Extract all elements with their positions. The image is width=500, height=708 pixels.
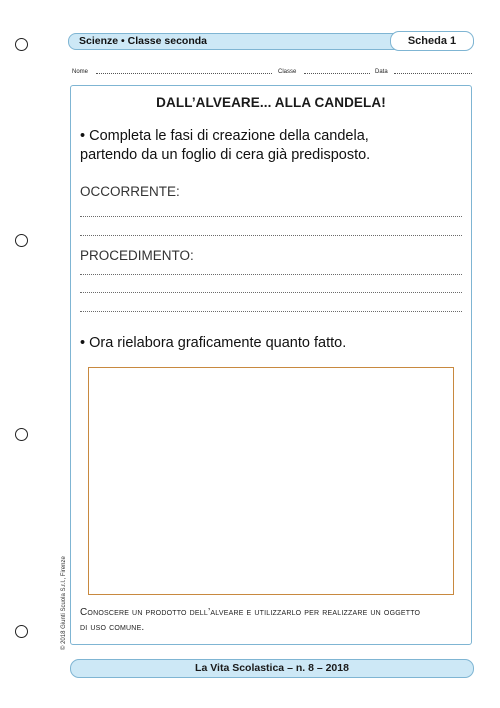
instruction-1-line-1: • Completa le fasi di creazione della candela,: [80, 128, 369, 144]
procedimento-line-1[interactable]: [80, 274, 462, 275]
nome-label: Nome: [72, 69, 89, 75]
learning-goal-line-2: di uso comune.: [80, 622, 145, 633]
copyright-notice: © 2018 Giunti Scuola S.r.l., Firenze: [61, 556, 67, 650]
binder-hole-4: [15, 625, 28, 638]
classe-field[interactable]: [304, 73, 370, 74]
scheda-label: Scheda 1: [390, 31, 474, 51]
drawing-area[interactable]: [88, 367, 454, 595]
learning-goal: [80, 605, 466, 635]
classe-label: Classe: [278, 69, 297, 75]
occorrente-label: OCCORRENTE:: [80, 184, 180, 199]
learning-goal-line-1: Conoscere un prodotto dell’alveare e utilizzarlo per realizzare un oggetto: [80, 607, 421, 618]
data-field[interactable]: [394, 73, 472, 74]
binder-hole-3: [15, 428, 28, 441]
binder-hole-1: [15, 38, 28, 51]
occorrente-line-1[interactable]: [80, 216, 462, 217]
procedimento-label: PROCEDIMENTO:: [80, 248, 194, 263]
student-fields: [72, 67, 472, 77]
nome-field[interactable]: [96, 73, 272, 74]
binder-hole-2: [15, 234, 28, 247]
procedimento-line-2[interactable]: [80, 292, 462, 293]
instruction-1-line-2: partendo da un foglio di cera già predisposto.: [80, 147, 371, 163]
data-label: Data: [375, 69, 388, 75]
procedimento-line-3[interactable]: [80, 311, 462, 312]
header-subject: Scienze • Classe seconda: [79, 35, 207, 47]
footer-bar: La Vita Scolastica – n. 8 – 2018: [70, 659, 474, 678]
occorrente-line-2[interactable]: [80, 235, 462, 236]
instruction-2: • Ora rielabora graficamente quanto fatto.: [80, 335, 347, 351]
worksheet-title: DALL’ALVEARE... ALLA CANDELA!: [156, 95, 386, 110]
